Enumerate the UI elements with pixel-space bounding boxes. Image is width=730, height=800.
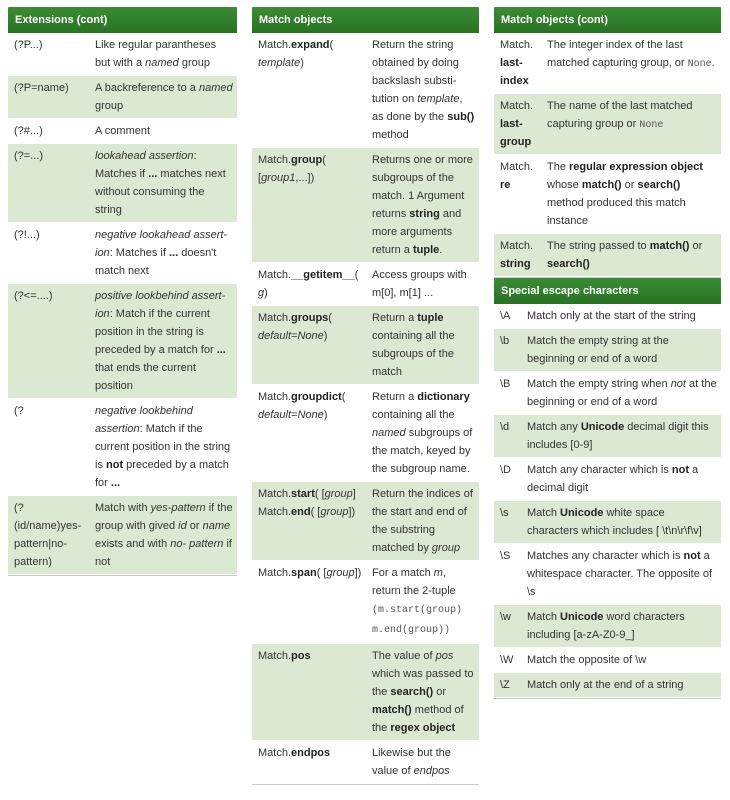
table-row — [8, 399, 237, 496]
row-key: \S — [500, 550, 511, 562]
table-row — [494, 648, 721, 673]
row-description: Return the string obtained by doing backslash substi- tution on template, as done by the sub() method — [372, 39, 475, 141]
table-row — [252, 741, 479, 784]
panel-table — [252, 33, 479, 784]
row-description: Access groups with m[0], m[1] ... — [372, 269, 467, 299]
special-escape-characters-panel — [494, 278, 721, 699]
table-row — [252, 561, 479, 644]
row-description: The value of pos which was passed to the search() or match() method of the regex object — [366, 644, 479, 741]
table-row — [494, 415, 721, 458]
row-description: For a match m, return the 2-tuple (m.start(group) m.end(group)) — [372, 567, 463, 636]
row-description: A comment — [95, 125, 151, 137]
table-row — [8, 496, 237, 575]
panel-table — [494, 304, 721, 698]
table-row — [8, 144, 237, 223]
row-key: \Z — [494, 673, 521, 698]
row-key: Match.pos — [252, 644, 366, 741]
match-objects-panel — [252, 7, 479, 785]
table-row — [8, 284, 237, 399]
row-key: (? — [14, 405, 24, 417]
table-row — [494, 501, 721, 544]
row-description: lookahead assertion: Matches if ... matches next without consuming the string — [89, 144, 237, 223]
row-description: positive lookbehind assert- ion: Match if the current position in the string is preceded by a match for ... that ends the current position — [89, 284, 237, 399]
row-key: Match.groups( default=None) — [252, 306, 366, 385]
row-key: Match. re — [500, 161, 534, 191]
table-row — [494, 372, 721, 415]
table-row — [252, 33, 479, 148]
row-key: (? (id/name)yes- pattern|no- pattern) — [8, 496, 89, 575]
table-row — [252, 148, 479, 263]
row-description: Match Unicode word characters including [a-zA-Z0-9_] — [521, 605, 721, 648]
row-description: Return a dictionary containing all the named subgroups of the match, keyed by the subgroup name. — [372, 391, 473, 475]
row-description: Match any character which is not a decimal digit — [527, 464, 699, 494]
row-description: The string passed to match() or search() — [541, 234, 721, 277]
table-row — [494, 33, 721, 94]
table-row — [494, 605, 721, 648]
row-key: Match.endpos — [258, 747, 331, 759]
row-key: Match. last- index — [500, 39, 534, 87]
row-key: Match.group( [group1,...]) — [252, 148, 366, 263]
row-key: Match.span( [group]) — [258, 567, 362, 579]
table-row — [252, 482, 479, 561]
row-key: Match.groupdict( default=None) — [258, 391, 346, 421]
row-description: Returns one or more subgroups of the match. 1 Argument returns string and more arguments return a tuple. — [366, 148, 479, 263]
extensions-cont-panel — [8, 7, 237, 576]
table-row — [494, 234, 721, 277]
row-key: Match. string — [494, 234, 541, 277]
table-row — [252, 263, 479, 306]
row-key: Match.expand( template) — [258, 39, 334, 69]
table-row — [8, 33, 237, 76]
row-description: Return the indices of the start and end of the substring matched by group — [366, 482, 479, 561]
row-key: \d — [494, 415, 521, 458]
table-row — [252, 306, 479, 385]
row-description: Match the opposite of \w — [527, 654, 647, 666]
row-description: The regular expression object whose match() or search() method produced this match instance — [547, 161, 703, 227]
row-key: (?P=name) — [8, 76, 89, 119]
row-key: Match. last- group — [494, 94, 541, 155]
match-objects-cont-panel — [494, 7, 721, 278]
row-description: A backreference to a named group — [89, 76, 237, 119]
row-description: negative lookbehind assertion: Match if the current position in the string is not preceded by a match for ... — [95, 405, 231, 489]
table-row — [8, 223, 237, 284]
row-key: Match.__getitem__( g) — [258, 269, 359, 299]
row-key: \w — [494, 605, 521, 648]
table-row — [8, 76, 237, 119]
table-row — [494, 329, 721, 372]
row-key: (?!...) — [14, 229, 40, 241]
panel-title: Special escape characters — [494, 278, 721, 304]
row-key: \A — [500, 310, 511, 322]
panel-title: Extensions (cont) — [8, 7, 237, 33]
table-row — [494, 94, 721, 155]
panel-title: Match objects — [252, 7, 479, 33]
panel-title: Match objects (cont) — [494, 7, 721, 33]
row-description: Match with yes-pattern if the group with gived id or name exists and with no- pattern if not — [89, 496, 237, 575]
row-description: Match only at the start of the string — [527, 310, 696, 322]
table-row — [494, 304, 721, 329]
row-description: Match only at the end of a string — [521, 673, 721, 698]
panel-table — [8, 33, 237, 575]
table-row — [494, 155, 721, 234]
row-key: Match.start( [group] Match.end( [group]) — [252, 482, 366, 561]
row-description: negative lookahead assert- ion: Matches if ... doesn't match next — [95, 229, 228, 277]
row-key: \b — [494, 329, 521, 372]
row-description: Matches any character which is not a whitespace character. The opposite of \s — [527, 550, 713, 598]
row-key: (?P...) — [14, 39, 43, 51]
row-description: The integer index of the last matched capturing group, or None. — [547, 39, 715, 70]
row-description: Match any Unicode decimal digit this includes [0-9] — [521, 415, 721, 458]
row-key: \W — [500, 654, 514, 666]
panel-table — [494, 33, 721, 277]
table-row — [252, 644, 479, 741]
table-row — [494, 544, 721, 605]
row-description: Return a tuple containing all the subgroups of the match — [366, 306, 479, 385]
row-key: \B — [500, 378, 511, 390]
table-row — [8, 119, 237, 144]
row-description: Match the empty string at the beginning or end of a word — [521, 329, 721, 372]
row-key: (?=...) — [8, 144, 89, 223]
table-row — [252, 385, 479, 482]
table-row — [494, 673, 721, 698]
row-key: (?<=....) — [8, 284, 89, 399]
row-description: Match Unicode white space characters which includes [ \t\n\r\f\v] — [521, 501, 721, 544]
row-key: \D — [500, 464, 511, 476]
row-key: \s — [494, 501, 521, 544]
row-description: Likewise but the value of endpos — [372, 747, 451, 777]
table-row — [494, 458, 721, 501]
row-key: (?#...) — [14, 125, 43, 137]
row-description: Like regular parantheses but with a named group — [95, 39, 217, 69]
row-description: The name of the last matched capturing group or None — [541, 94, 721, 155]
row-description: Match the empty string when not at the beginning or end of a word — [527, 378, 717, 408]
